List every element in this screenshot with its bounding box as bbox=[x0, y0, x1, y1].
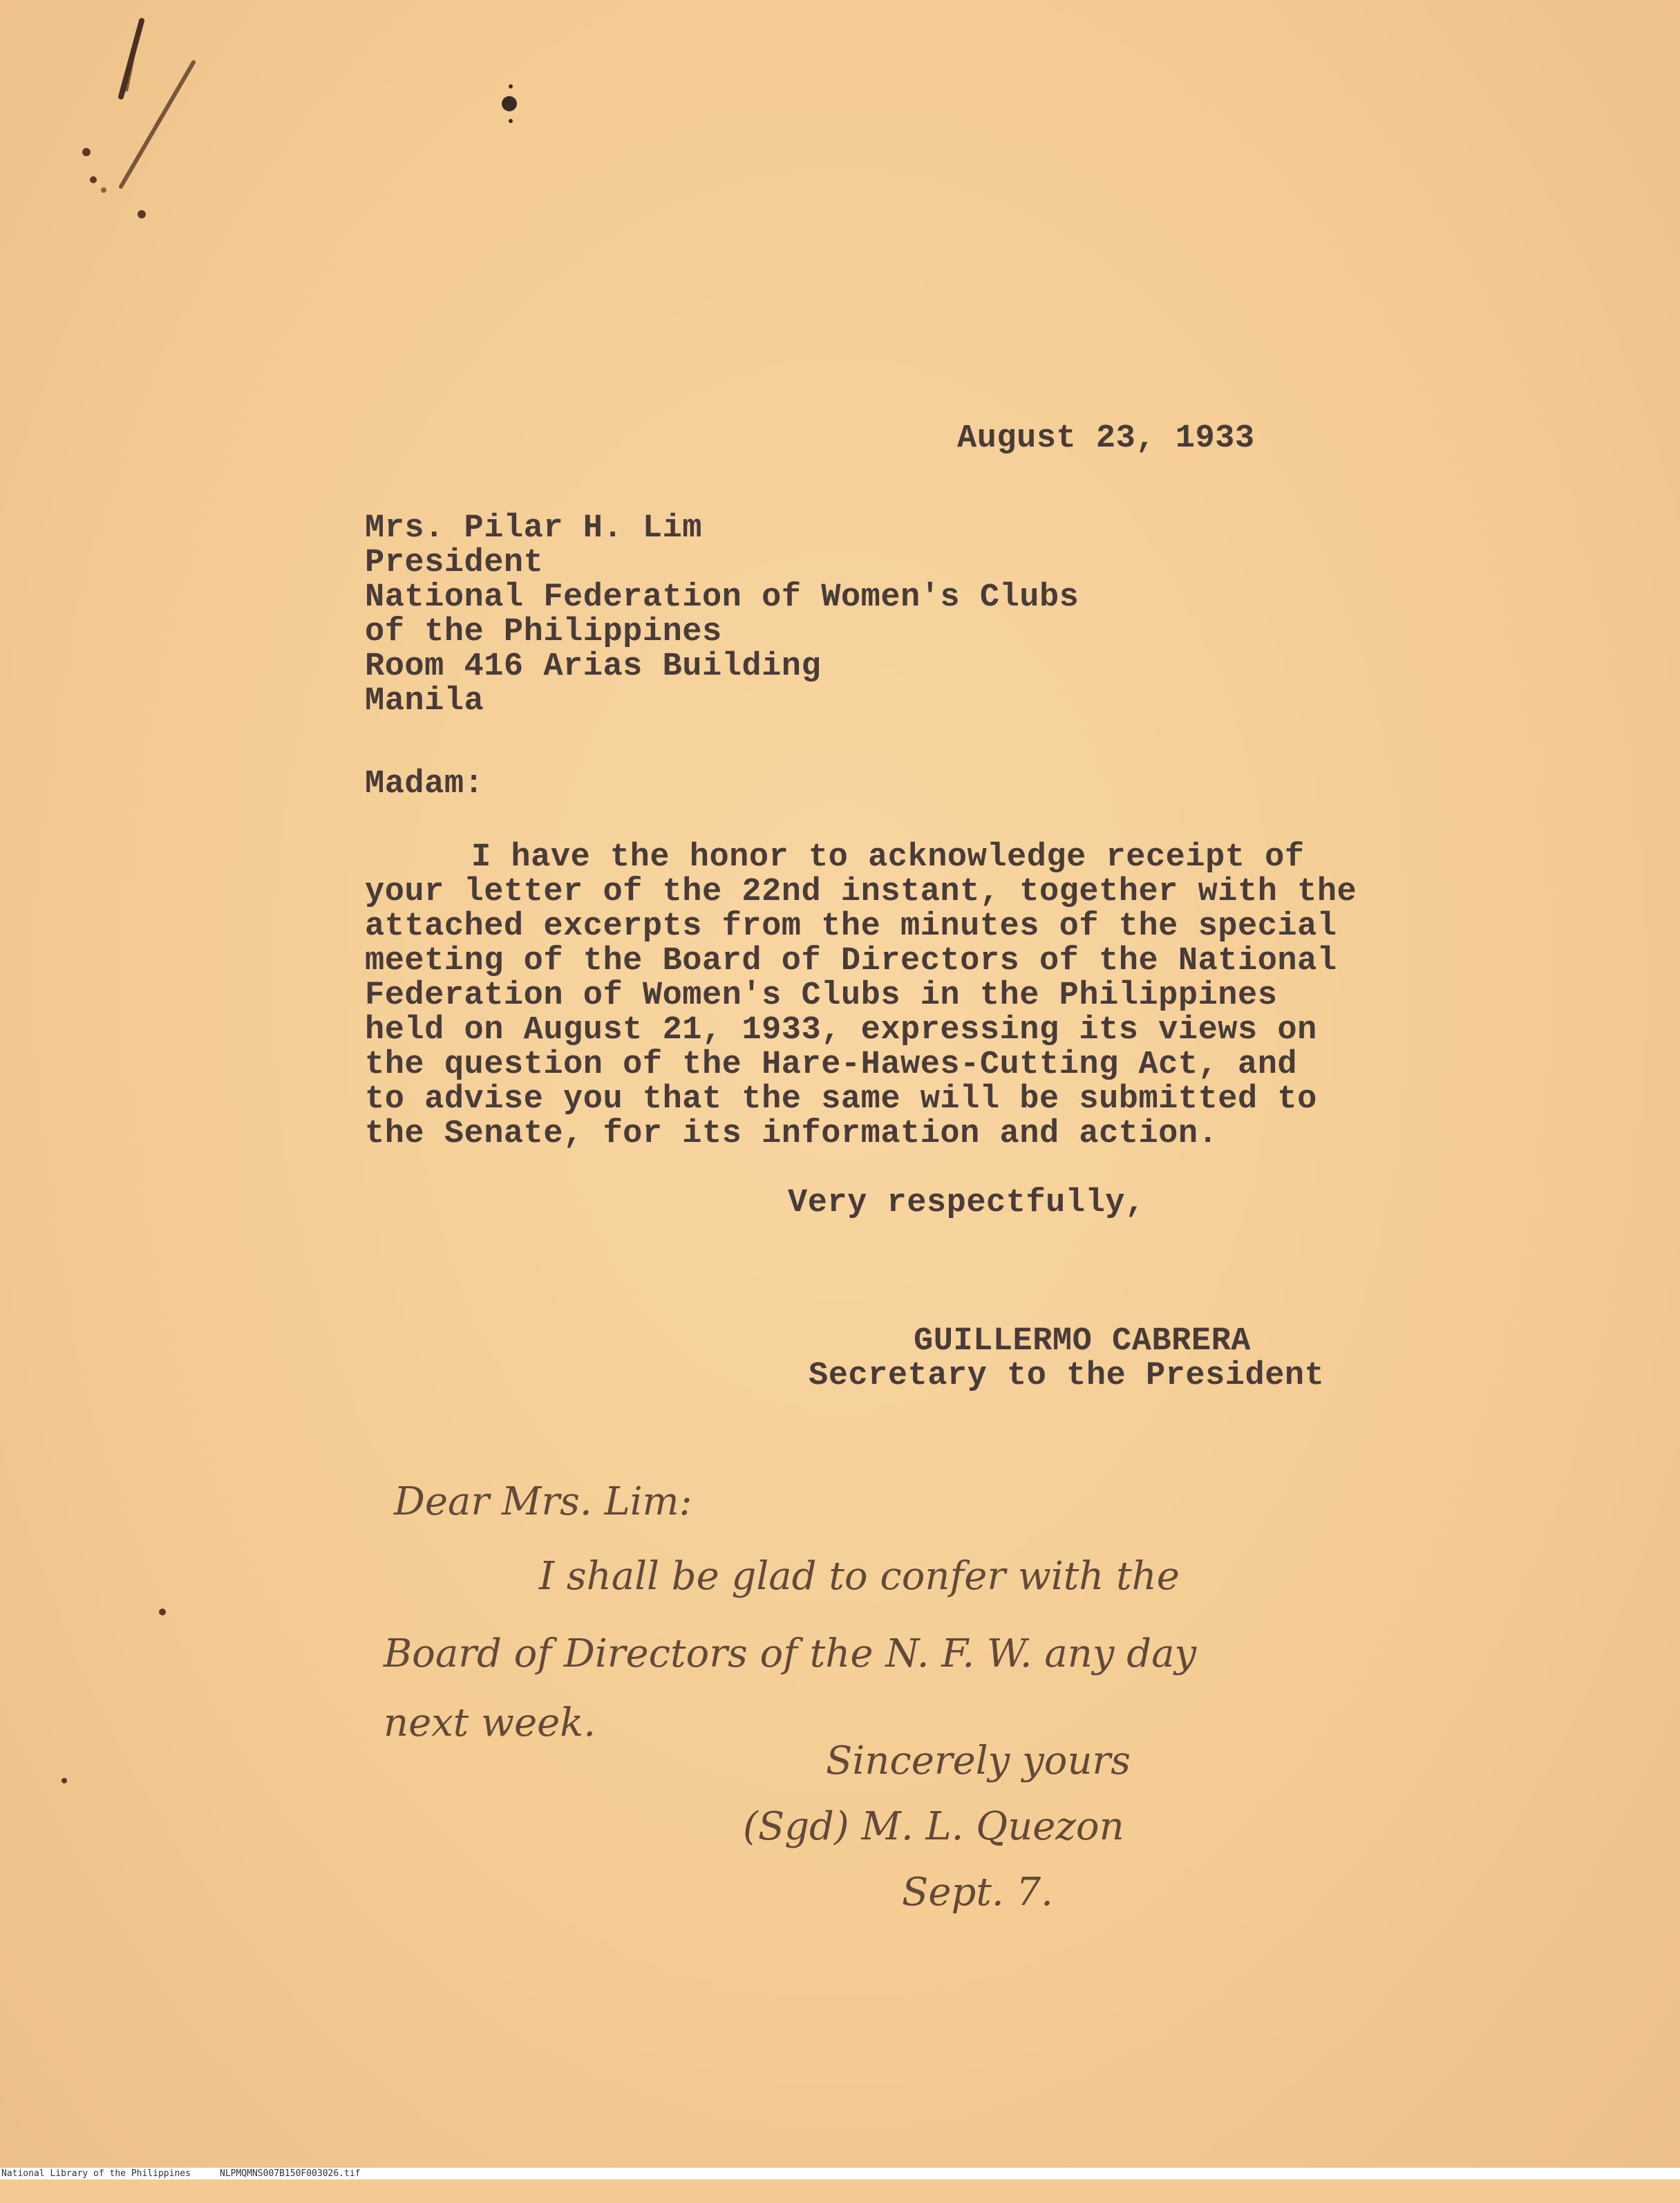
ink-stroke-marks bbox=[66, 14, 287, 242]
handwritten-line: Board of Directors of the N. F. W. any day bbox=[384, 1631, 1197, 1676]
handwritten-closing: Sincerely yours bbox=[826, 1738, 1131, 1783]
body-line: attached excerpts from the minutes of the special bbox=[365, 908, 1337, 945]
ink-speck bbox=[155, 1605, 169, 1619]
recipient-name: Mrs. Pilar H. Lim bbox=[365, 510, 702, 547]
ink-dot-mark bbox=[494, 79, 529, 128]
body-line: meeting of the Board of Directors of the National bbox=[365, 943, 1337, 979]
handwritten-greeting: Dear Mrs. Lim: bbox=[394, 1479, 692, 1524]
closing: Very respectfully, bbox=[788, 1185, 1145, 1221]
salutation: Madam: bbox=[365, 766, 484, 803]
body-line: the question of the Hare-Hawes-Cutting Act, and bbox=[365, 1047, 1298, 1083]
handwritten-date: Sept. 7. bbox=[902, 1870, 1053, 1915]
body-line: your letter of the 22nd instant, together with the bbox=[365, 874, 1357, 910]
handwritten-signature: (Sgd) M. L. Quezon bbox=[743, 1804, 1124, 1849]
body-line: the Senate, for its information and action. bbox=[365, 1116, 1218, 1152]
recipient-organization-2: of the Philippines bbox=[365, 614, 722, 650]
ink-speck bbox=[59, 1775, 70, 1786]
recipient-city: Manila bbox=[365, 683, 484, 720]
recipient-address: Room 416 Arias Building bbox=[365, 648, 822, 685]
body-line: to advise you that the same will be submitted to bbox=[365, 1081, 1317, 1118]
body-line: Federation of Women's Clubs in the Philippines bbox=[365, 977, 1278, 1014]
recipient-title: President bbox=[365, 545, 544, 581]
handwritten-line: next week. bbox=[384, 1700, 596, 1745]
letter-date: August 23, 1933 bbox=[957, 420, 1255, 457]
footer-library: National Library of the Philippines bbox=[1, 2168, 191, 2179]
footer-file-id: NLPMQMNS007B150F003026.tif bbox=[220, 2168, 361, 2179]
body-line: I have the honor to acknowledge receipt of bbox=[471, 839, 1305, 876]
body-line: held on August 21, 1933, expressing its views on bbox=[365, 1012, 1317, 1049]
handwritten-line: I shall be glad to confer with the bbox=[539, 1554, 1180, 1599]
signer-title: Secretary to the President bbox=[809, 1358, 1325, 1394]
scan-footer bbox=[0, 2168, 1680, 2179]
signer-name: GUILLERMO CABRERA bbox=[914, 1323, 1251, 1360]
recipient-organization: National Federation of Women's Clubs bbox=[365, 579, 1079, 616]
